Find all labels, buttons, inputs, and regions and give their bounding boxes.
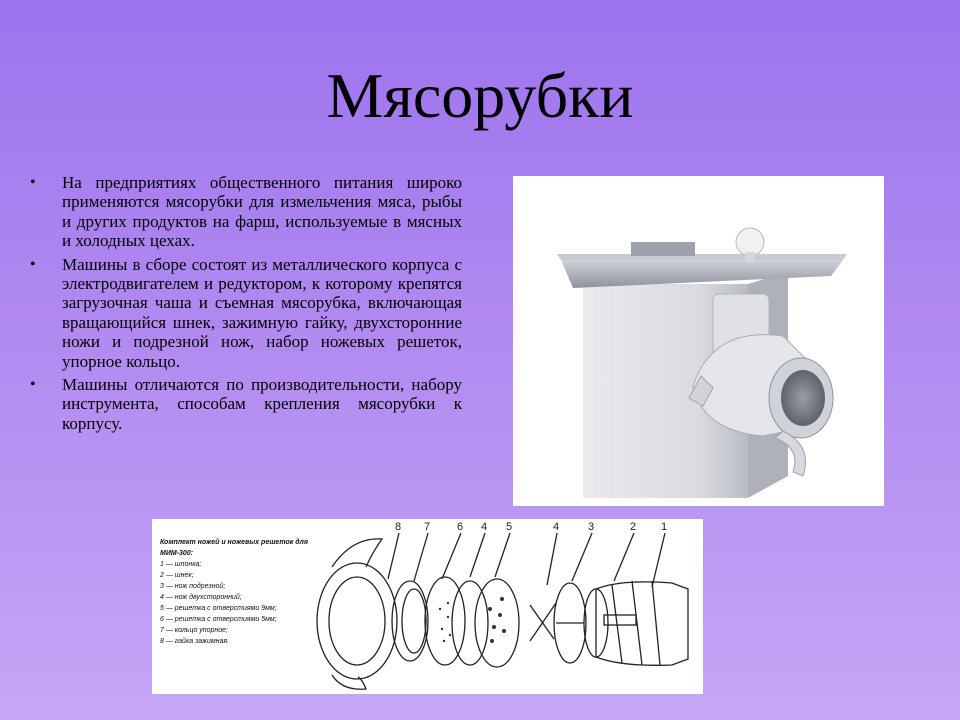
- part-number: 7: [424, 521, 431, 533]
- part-number: 8: [395, 521, 402, 533]
- legend-item: 2 — шнек;: [160, 572, 194, 579]
- bullet-text: Машины в сборе состоят из металлического корпуса с электродвигателем и редуктором, к которому крепятся загрузочная чаша и съемная мясорубка, включающая вращающийся шнек, зажимную гайку, двухсторонние ножи и подрезной нож, набор ножевых решеток, упорное кольцо.: [62, 254, 462, 371]
- legend-item: 1 — шпонка;: [160, 561, 202, 568]
- bullet-marker: •: [30, 255, 36, 273]
- meat-grinder-photo: [513, 176, 884, 506]
- bullet-item: [30, 173, 462, 251]
- legend-item: 7 — кольцо упорное;: [160, 627, 229, 634]
- slide-title: Мясорубки: [326, 60, 634, 131]
- bullet-item: [30, 375, 462, 433]
- meat-grinder-illustration: [513, 176, 884, 506]
- part-number: 5: [506, 521, 513, 533]
- legend-item: 3 — нож подрезной;: [160, 583, 226, 590]
- bullet-text: Машины отличаются по производительности, набору инструмента, способам крепления мясорубки к корпусу.: [62, 375, 462, 433]
- part-number: 1: [661, 521, 668, 533]
- bullet-marker: •: [30, 174, 36, 191]
- part-number: 4: [553, 521, 560, 533]
- bullet-marker: •: [30, 376, 36, 394]
- parts-diagram: [152, 519, 703, 694]
- bullet-item: [30, 255, 462, 371]
- legend-item: 4 — нож двухсторонний;: [160, 594, 242, 601]
- bullet-text: На предприятиях общественного питания широко применяются мясорубки для измельчения мяса, рыбы и других продуктов на фарш, используемые в мясных и холодных цехах.: [62, 173, 462, 251]
- legend-title: Комплект ножей и ножевых решеток для МИМ-300:: [160, 539, 309, 557]
- part-number: 4: [481, 521, 488, 533]
- legend-item: 5 — решетка с отверстиями 9мм;: [160, 605, 277, 612]
- part-number: 3: [588, 521, 595, 533]
- bullet-list: [30, 173, 462, 437]
- legend-item: 8 — гайка зажимная.: [160, 638, 230, 645]
- part-number: 6: [457, 521, 464, 533]
- legend-item: 6 — решетка с отверстиями 5мм;: [160, 616, 277, 623]
- exploded-parts-drawing: [152, 519, 703, 694]
- part-number: 2: [630, 521, 637, 533]
